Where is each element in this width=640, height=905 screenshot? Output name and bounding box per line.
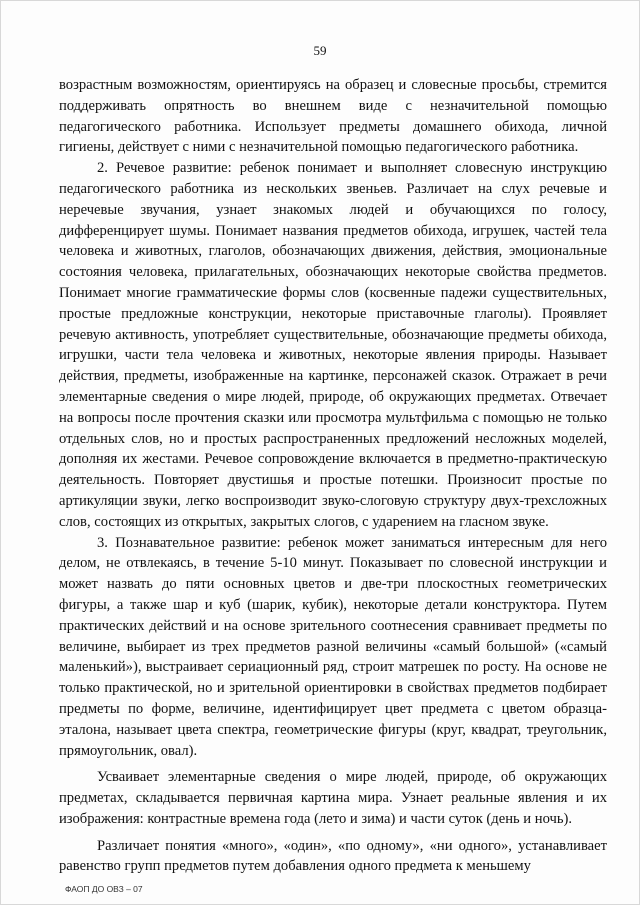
page-number: 59 [313,43,327,58]
footer-document-code: ФАОП ДО ОВЗ – 07 [65,884,143,894]
paragraph-world-knowledge: Усваивает элементарные сведения о мире людей, природе, об окружающих предметах, складывается первичная картина мира. Узнает реальные явления и их изображения: контрастные времена года (лето и зима) и части суток (день и ночь). [59,769,607,827]
paragraph-cognitive-development: 3. Познавательное развитие: ребенок может заниматься интересным для него делом, не отвлекаясь, в течение 5-10 минут. Показывает по словесной инструкции и может назвать до пяти основных цветов и две-три плоскостных геометрических фигуры, а также шар и куб (шарик, кубик), некоторые детали конструктора. Путем практических действий и на основе зрительного соотнесения сравнивает предметы по величине, выбирает из трех предметов разной величины «самый большой» («самый маленький»), выстраивает сериационный ряд, строит матрешек по росту. На основе не только практической, но и зрительной ориентировки в свойствах предметов подбирает предметы по форме, величине, идентифицирует цвет предмета с цветом образца-эталона, называет цвета спектра, геометрические фигуры (круг, квадрат, треугольник, прямоугольник, овал). [59,534,607,759]
paragraph-quantity-concepts: Различает понятия «много», «один», «по одному», «ни одного», устанавливает равенство групп предметов путем добавления одного предмета к меньшему [59,837,607,875]
body-text [59,75,607,877]
paragraph-continuation: возрастным возможностям, ориентируясь на образец и словесные просьбы, стремится поддерживать опрятность во внешнем виде с незначительной помощью педагогического работника. Использует предметы домашнего обихода, личной гигиены, действует с ними с незначительной помощью педагогического работника. [59,77,607,156]
paragraph-speech-development: 2. Речевое развитие: ребенок понимает и выполняет словесную инструкцию педагогического работника из нескольких звеньев. Различает на слух речевые и неречевые звучания, узнает знакомых людей и обучающихся по голосу, дифференцирует шумы. Понимает названия предметов обихода, игрушек, частей тела человека и животных, глаголов, обозначающих движения, действия, эмоциональные состояния человека, прилагательных, обозначающих некоторые свойства предметов. Понимает многие грамматические формы слов (косвенные падежи существительных, простые предложные конструкции, некоторые приставочные глаголы). Проявляет речевую активность, употребляет существительные, обозначающие предметы обихода, игрушки, части тела человека и животных, некоторые явления природы. Называет действия, предметы, изображенные на картинке, персонажей сказок. Отражает в речи элементарные сведения о мире людей, природе, об окружающих предметах. Отвечает на вопросы после прочтения сказки или просмотра мультфильма с помощью не только отдельных слов, но и простых распространенных предложений несложных моделей, дополняя их жестами. Речевое сопровождение включается в предметно-практическую деятельность. Повторяет двустишья и простые потешки. Произносит простые по артикуляции звуки, легко воспроизводит звуко-слоговую структуру двух-трехсложных слов, состоящих из открытых, закрытых слогов, с ударением на гласном звуке. [59,160,607,530]
